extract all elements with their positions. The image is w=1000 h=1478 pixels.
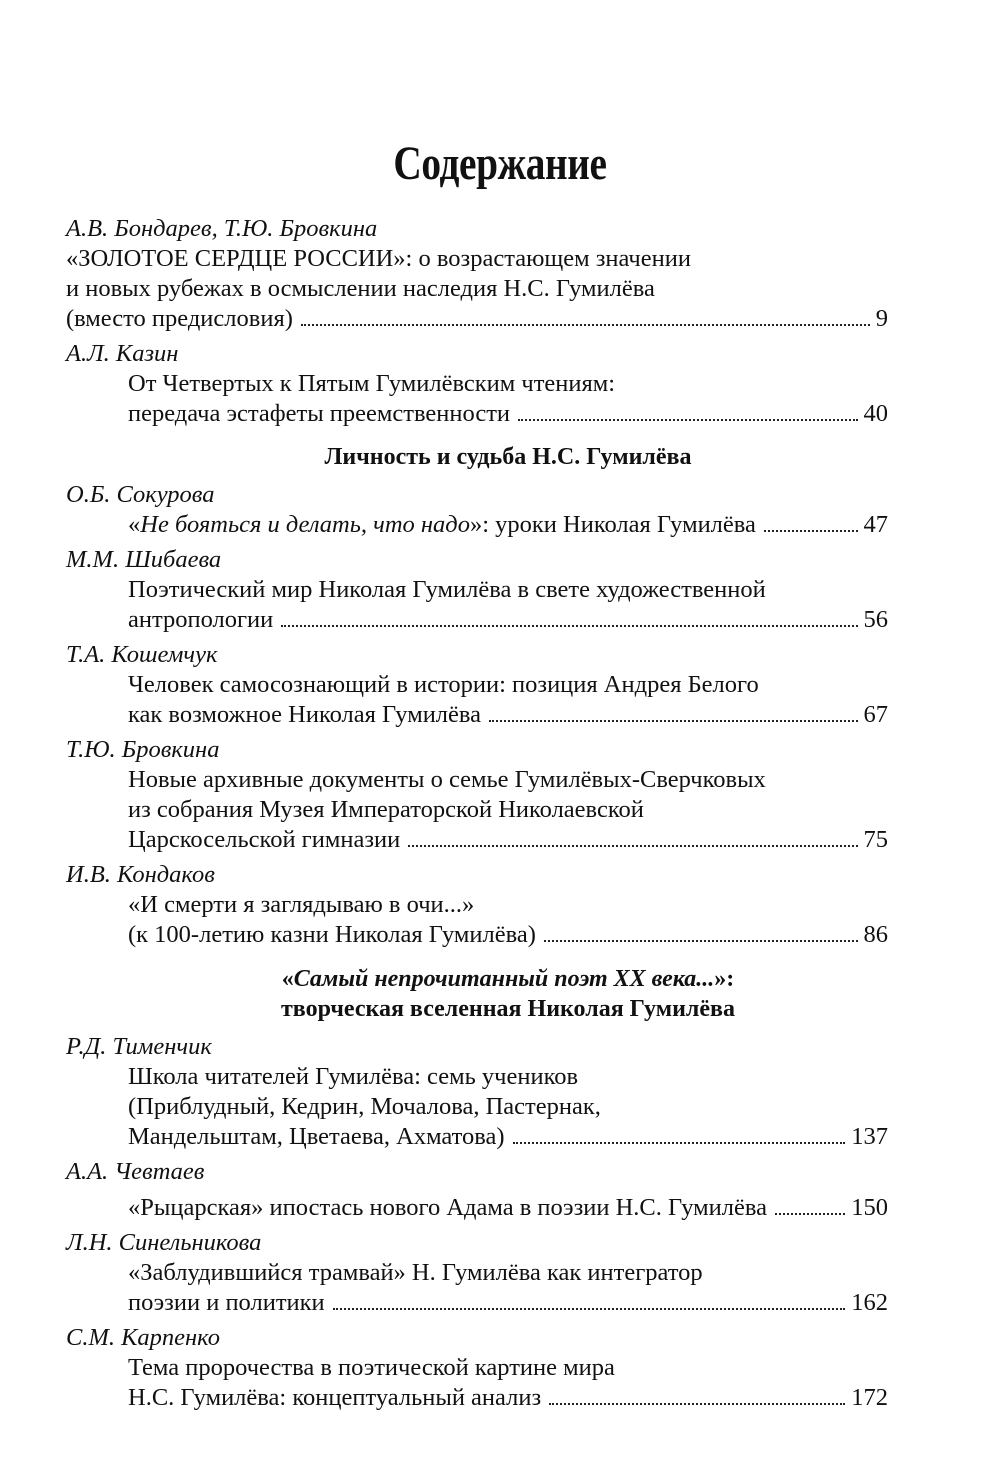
toc-entry-sokurova[interactable]: [66, 480, 888, 540]
entry-leader-line: [66, 825, 888, 855]
toc-entry-shibaeva[interactable]: [66, 545, 888, 635]
page-number: 150: [851, 1194, 888, 1221]
toc-entry-karpenko[interactable]: [66, 1323, 888, 1413]
entry-author: Л.Н. Синельникова: [66, 1229, 262, 1256]
dot-leader: [518, 419, 857, 421]
section-heading-line: [128, 964, 888, 994]
toc-entry-chevtaev[interactable]: [66, 1157, 888, 1223]
entry-title-line: из собрания Музея Императорской Николаевской: [128, 796, 644, 823]
dot-leader: [281, 625, 857, 627]
entry-author: М.М. Шибаева: [66, 546, 222, 573]
entry-leader-line: [66, 1288, 888, 1318]
dot-leader: [408, 845, 857, 847]
entry-leader-line: [66, 605, 888, 635]
dot-leader: [333, 1308, 846, 1310]
entry-title-line: передача эстафеты преемственности: [128, 400, 511, 427]
quote-mark: «: [128, 511, 141, 538]
entry-author: И.В. Кондаков: [66, 861, 215, 888]
page-number: 40: [863, 400, 888, 427]
entry-author: С.М. Карпенко: [66, 1324, 220, 1351]
entry-title-line: Царскосельской гимназии: [128, 826, 401, 853]
entry-title-line: От Четвертых к Пятым Гумилёвским чтениям:: [128, 370, 616, 397]
toc-entry-timenchik[interactable]: [66, 1032, 888, 1152]
entry-title-line: Человек самосознающий в истории: позиция Андрея Белого: [128, 671, 759, 698]
entry-title-line: Новые архивные документы о семье Гумилёвых-Сверчковых: [128, 766, 766, 793]
entry-title-italic: Не бояться и делать, что надо: [140, 511, 470, 538]
section-heading-italic: Самый непрочитанный поэт XX века...: [293, 966, 715, 992]
entry-author: Р.Д. Тименчик: [66, 1033, 212, 1060]
section-heading-personality: Личность и судьба Н.С. Гумилёва: [324, 444, 692, 470]
entry-title-line: поэзии и политики: [128, 1289, 325, 1316]
page-number: 162: [851, 1289, 888, 1316]
page-number: 9: [875, 305, 888, 332]
dot-leader: [775, 1213, 845, 1215]
entry-title-line: (Приблудный, Кедрин, Мочалова, Пастернак,: [128, 1093, 601, 1120]
entry-author: О.Б. Сокурова: [66, 481, 215, 508]
entry-title-line: «ЗОЛОТОЕ СЕРДЦЕ РОССИИ»: о возрастающем значении: [66, 245, 691, 272]
entry-leader-line: [66, 1383, 888, 1413]
entry-title-line: (к 100-летию казни Николая Гумилёва): [128, 921, 536, 948]
entry-title-line: «И смерти я заглядываю в очи...»: [128, 891, 475, 918]
entry-author: Т.Ю. Бровкина: [66, 736, 220, 763]
entry-title-line: [128, 510, 756, 540]
entry-title-line: как возможное Николая Гумилёва: [128, 701, 482, 728]
entry-leader-line: [66, 700, 888, 730]
dot-leader: [764, 530, 858, 532]
table-of-contents: [66, 214, 888, 1413]
page-number: 47: [863, 511, 888, 538]
page-number: 137: [851, 1123, 888, 1150]
dot-leader: [544, 940, 858, 942]
entry-author: А.А. Чевтаев: [66, 1158, 205, 1185]
page-title: Содержание: [393, 137, 607, 190]
toc-entry-koshemchuk[interactable]: [66, 640, 888, 730]
dot-leader: [513, 1142, 846, 1144]
section-heading-line: творческая вселенная Николая Гумилёва: [281, 996, 735, 1022]
entry-title-line: Мандельштам, Цветаева, Ахматова): [128, 1123, 505, 1150]
dot-leader: [301, 324, 870, 326]
entry-title-rest: »: уроки Николая Гумилёва: [469, 511, 756, 538]
entry-title-line: и новых рубежах в осмыслении наследия Н.С. Гумилёва: [66, 275, 655, 302]
toc-entry-kondakov[interactable]: [66, 860, 888, 950]
entry-leader-line: [66, 920, 888, 950]
page-number: 172: [851, 1384, 888, 1411]
quote-mark: «: [281, 966, 294, 992]
entry-title-line: Тема пророчества в поэтической картине мира: [128, 1354, 615, 1381]
entry-author: А.В. Бондарев, Т.Ю. Бровкина: [66, 215, 378, 242]
entry-leader-line: [66, 510, 888, 540]
toc-entry-brovkina[interactable]: [66, 735, 888, 855]
entry-title-line: Школа читателей Гумилёва: семь учеников: [128, 1063, 579, 1090]
entry-leader-line: [66, 399, 888, 429]
toc-entry-bondarev-brovkina[interactable]: [66, 214, 888, 334]
entry-author: А.Л. Казин: [66, 340, 179, 367]
toc-entry-kazin[interactable]: [66, 339, 888, 429]
entry-title-line: (вместо предисловия): [66, 305, 293, 332]
entry-leader-line: [66, 1193, 888, 1223]
entry-leader-line: [66, 1122, 888, 1152]
dot-leader: [489, 720, 857, 722]
page-number: 56: [863, 606, 888, 633]
entry-title-line: антропологии: [128, 606, 274, 633]
section-heading-creative-universe: [128, 964, 888, 1024]
dot-leader: [549, 1403, 845, 1405]
entry-title-line: «Заблудившийся трамвай» Н. Гумилёва как интегратор: [128, 1259, 703, 1286]
page-number: 67: [863, 701, 888, 728]
entry-title-line: Поэтический мир Николая Гумилёва в свете художественной: [128, 576, 766, 603]
entry-leader-line: [66, 304, 888, 334]
quote-mark: »:: [714, 966, 735, 992]
page-number: 75: [863, 826, 888, 853]
page-number: 86: [863, 921, 888, 948]
entry-author: Т.А. Кошемчук: [66, 641, 218, 668]
entry-title-line: Н.С. Гумилёва: концептуальный анализ: [128, 1384, 542, 1411]
entry-title-line: «Рыцарская» ипостась нового Адама в поэзии Н.С. Гумилёва: [128, 1194, 767, 1221]
toc-entry-sinelnikova[interactable]: [66, 1228, 888, 1318]
